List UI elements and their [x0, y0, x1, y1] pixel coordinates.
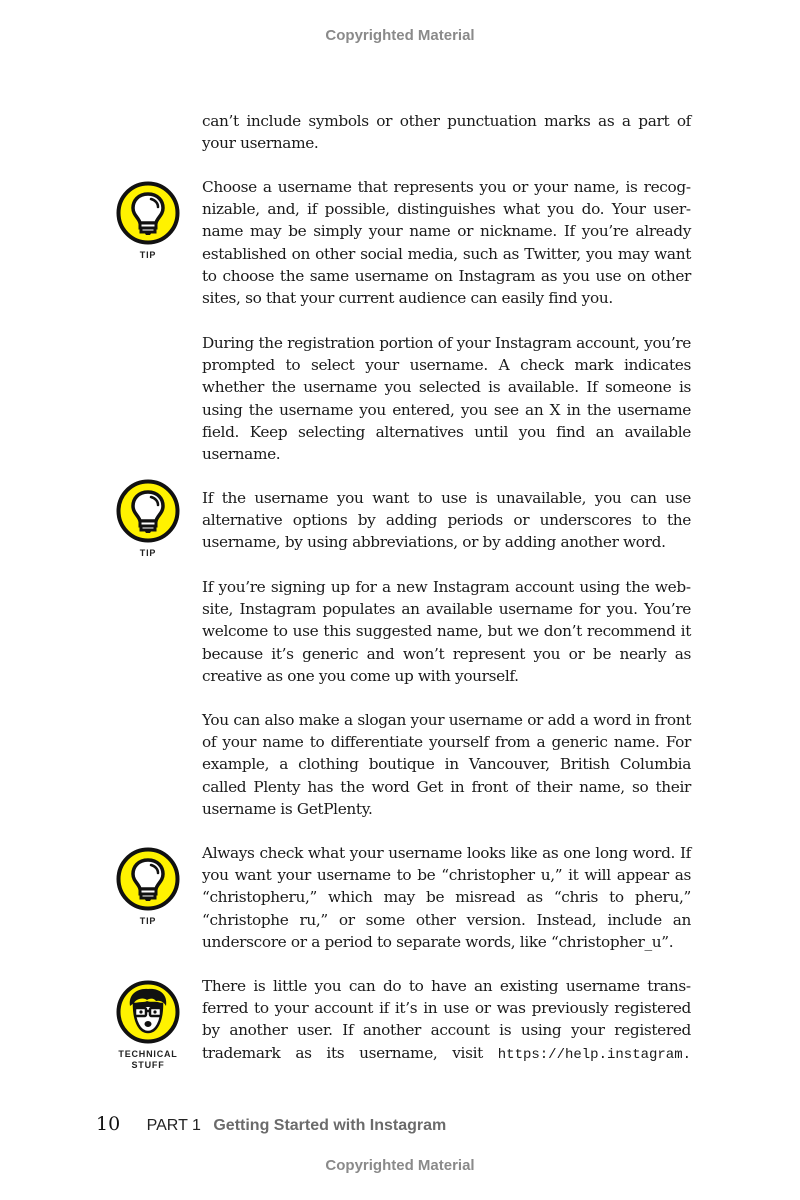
tip-icon-block — [112, 181, 184, 261]
page-footer — [96, 1113, 446, 1135]
paragraph-website-signup: If you’re signing up for a new Instagram account using the website, Instagram populates an available username for you. You’re welcome to use this suggested name, but we don’t recommend it because it’s generic and won’t represent you or be nearly as creative as one you come up with yourself. — [202, 578, 691, 685]
part-title: Getting Started with Instagram — [213, 1117, 447, 1134]
tip-label: TIP — [139, 916, 157, 926]
paragraph-registration: During the registration portion of your Instagram account, you’re prompted to select your username. A check mark indicates whether the username you selected is available. If someone is using the username you entered, you see an X in the username field. Keep selecting alternatives until you find an available username. — [202, 334, 691, 464]
part-label: PART 1 — [146, 1117, 201, 1134]
technical-label-line: TECHNICAL — [118, 1049, 178, 1059]
tip-icon-block — [112, 479, 184, 559]
tip-label: TIP — [139, 250, 157, 260]
page-number: 10 — [96, 1113, 121, 1135]
technical-stuff-label — [112, 1049, 184, 1071]
technical-stuff-icon-block — [112, 980, 184, 1071]
copyright-watermark-bottom: Copyrighted Material — [325, 1157, 475, 1174]
tip-icon-block — [112, 847, 184, 927]
help-instagram-link[interactable]: https://help.instagram. — [497, 1046, 691, 1063]
paragraph-text: There is little you can do to have an existing username transferred to your account if it’s in use or was previously registered by another user. If another account is using your registered trademark as its username, visit — [202, 977, 691, 1062]
paragraph-continuation: can’t include symbols or other punctuation marks as a part of your username. — [202, 112, 691, 153]
stuff-label-line: STUFF — [131, 1060, 165, 1070]
tip-label: TIP — [139, 548, 157, 558]
paragraph-tip-unavailable: If the username you want to use is unavailable, you can use alternative options by adding periods or underscores to the username, by using abbreviations, or by adding another word. — [202, 489, 691, 552]
lightbulb-icon — [116, 479, 180, 543]
paragraph-slogan: You can also make a slogan your username or add a word in front of your name to differentiate yourself from a generic name. For example, a clothing boutique in Vancouver, British Columbia called Plenty has the word Get in front of their name, so their username is GetPlenty. — [202, 711, 691, 818]
technical-stuff-icon — [116, 980, 180, 1044]
paragraph-tip-choose-username: Choose a username that represents you or your name, is recognizable, and, if possible, distinguishes what you do. Your username may be simply your name or nickname. If you’re already established on other social media, such as Twitter, you may want to choose the same username on Instagram as you use on other sites, so that your current audience can easily find you. — [202, 178, 691, 308]
paragraph-tip-one-long-word: Always check what your username looks like as one long word. If you want your username to be “christopher u,” it will appear as “christopheru,” which may be misread as “chris to pheru,” “christophe ru,” or some other version. Instead, include an underscore or a period to separate words, like “christopher_u”. — [202, 844, 691, 951]
lightbulb-icon — [116, 847, 180, 911]
paragraph-technical-trademark — [202, 975, 691, 1066]
lightbulb-icon — [116, 181, 180, 245]
copyright-watermark-top: Copyrighted Material — [325, 27, 475, 44]
